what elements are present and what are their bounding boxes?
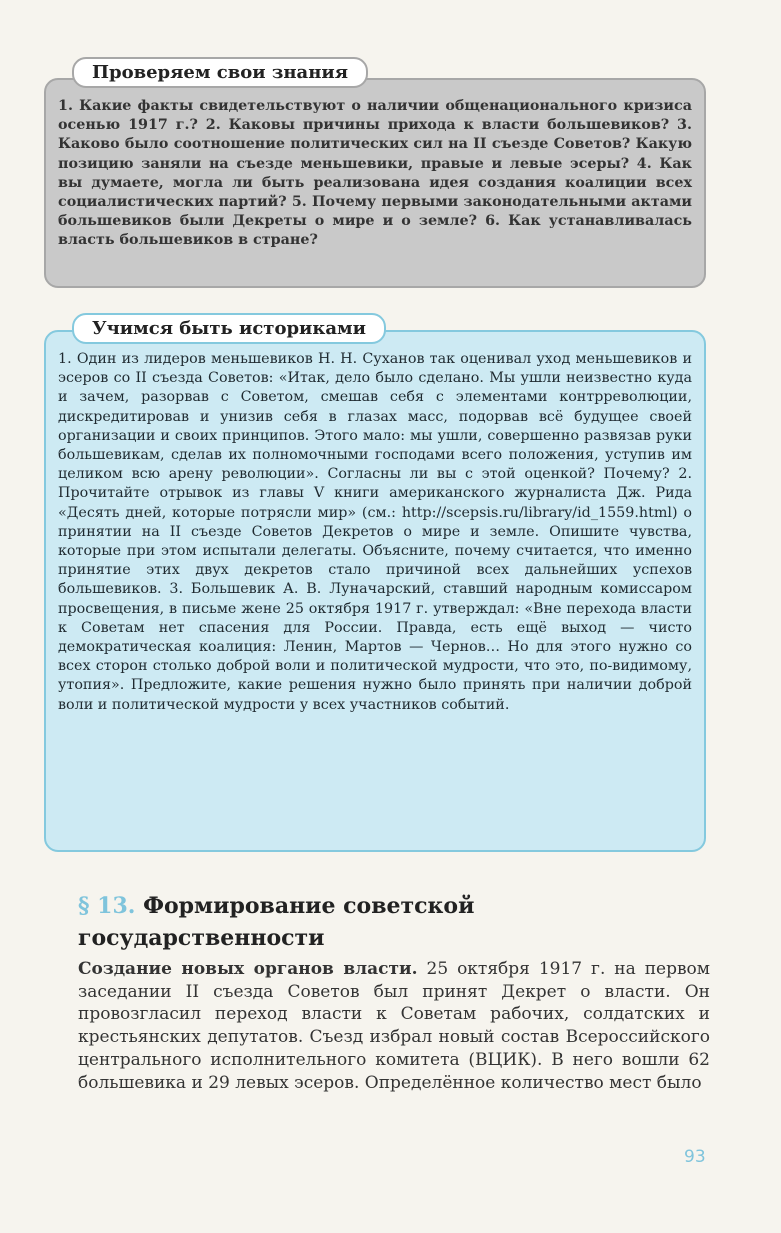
body-paragraph (78, 958, 710, 1094)
check-knowledge-title: Проверяем свои знания (72, 57, 368, 88)
check-knowledge-questions: 1. Какие факты свидетельствуют о наличии общенационального кризиса осенью 1917 г.? 2. Каковы причины прихода к власти большевиков? 3. Каково было соотношение политических сил на II съезде Советов? Какую позицию заняли на съезде меньшевики, правые и левые эсеры? 4. Как вы думаете, могла ли быть реализована идея создания коалиции всех социалистических партий? 5. Почему первыми законодательными актами большевиков были Декреты о мире и о земле? 6. Как устанавливалась власть большевиков в стране? (58, 98, 692, 249)
page-number: 93 (684, 1147, 706, 1167)
section-title: Формирование советской государственности (78, 893, 475, 951)
section-number: § 13. (78, 893, 136, 919)
body-text: 25 октября 1917 г. на первом заседании II съезда Советов был принят Декрет о власти. Он провозгласил переход власти к Советам рабочих, солдатских и крестьянских депутатов. Съезд избрал новый состав Всероссийского центрального исполнительного комитета (ВЦИК). В него вошли 62 большевика и 29 левых эсеров. Определённое количество мест было (78, 959, 711, 1093)
section-heading (78, 890, 708, 954)
historian-tasks: 1. Один из лидеров меньшевиков Н. Н. Суханов так оценивал уход меньшевиков и эсеров со II съезда Советов: «Итак, дело было сделано. Мы ушли неизвестно куда и зачем, разорвав с Советом, смешав себя с элементами контрреволюции, дискредитировав и унизив себя в глазах масс, подорвав всё будущее своей организации и своих принципов. Этого мало: мы ушли, совершенно развязав руки большевикам, сделав их полномочными господами всего положения, уступив им целиком всю арену революции». Согласны ли вы с этой оценкой? Почему? 2. Прочитайте отрывок из главы V книги американского журналиста Дж. Рида «Десять дней, которые потрясли мир» (см.: http://scepsis.ru/library/id_1559.html) о принятии на II съезде Советов Декретов о мире и земле. Опишите чувства, которые при этом испытали делегаты. Объясните, почему считается, что именно принятие этих двух декретов стало причиной всех дальнейших успехов большевиков. 3. Большевик А. В. Луначарский, ставший народным комиссаром просвещения, в письме жене 25 октября 1917 г. утверждал: «Вне перехода власти к Советам нет спасения для России. Правда, есть ещё выход — чисто демократическая коалиция: Ленин, Мартов — Чернов… Но для этого нужно со всех сторон столько доброй воли и политической мудрости, что это, по-видимому, утопия». Предложите, какие решения нужно было принять при наличии доброй воли и политической мудрости у всех участников событий. (58, 351, 692, 713)
check-knowledge-box (44, 78, 706, 288)
historian-box (44, 330, 706, 852)
body-subheading: Создание новых органов власти. (78, 959, 418, 979)
historian-title: Учимся быть историками (72, 313, 386, 344)
